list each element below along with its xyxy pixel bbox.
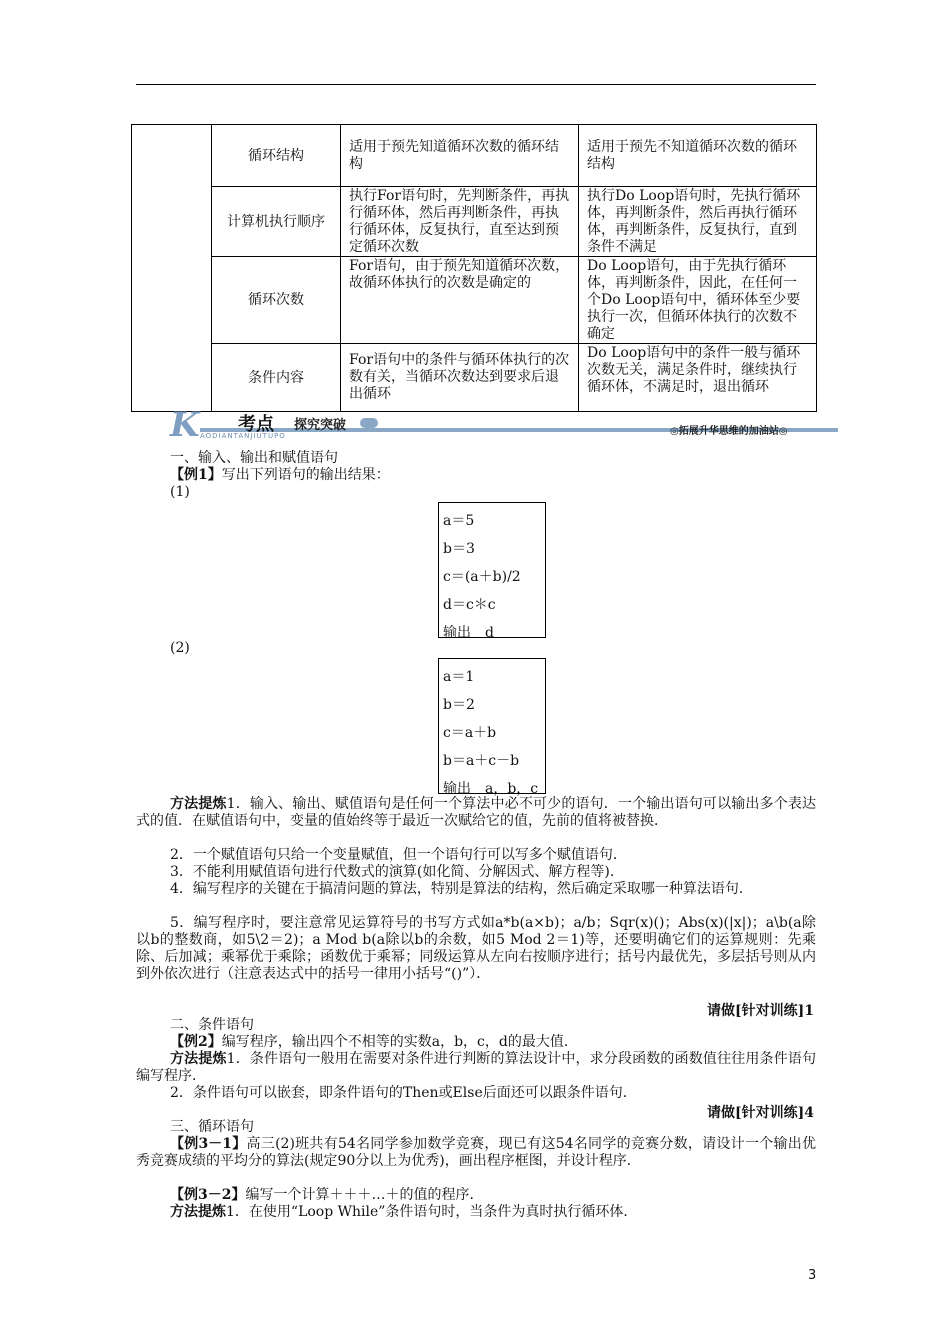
code-line: c＝(a＋b)/2	[443, 569, 521, 585]
table-row-head: 计算机执行顺序	[212, 187, 341, 257]
code-line: a＝1	[443, 669, 475, 685]
banner-slogan: ◎拓展升华思维的加油站◎	[670, 426, 788, 437]
table-cell: 适用于预先不知道循环次数的循环结构	[579, 125, 817, 187]
table-cell: Do Loop语句，由于先执行循环体，再判断条件，因此，在任何一个Do Loop语句中，循环体至少要执行一次，但循环体执行的次数不确定	[579, 257, 817, 344]
method-paragraph: 3．不能利用赋值语句进行代数式的演算(如化简、分解因式、解方程等)．	[170, 864, 624, 880]
code-line: a＝5	[443, 513, 475, 529]
table-row	[132, 344, 817, 412]
code-line: 输出 d	[443, 625, 494, 641]
table-row-head: 循环结构	[212, 125, 341, 187]
example-label: 【例2】	[170, 1034, 222, 1050]
method-label: 方法提炼	[170, 1051, 227, 1067]
table-cell: 执行Do Loop语句时，先执行循环体，再判断条件，然后再执行循环体，再判断条件，反复执行，直到条件不满足	[579, 187, 817, 257]
example-line	[170, 467, 390, 484]
example-label: 【例3－2】	[170, 1187, 246, 1203]
section-heading: 一、输入、输出和赋值语句	[170, 450, 338, 466]
method-paragraph: 5．编写程序时，要注意常见运算符号的书写方式如a*b(a×b)；a/b；Sqr(x)()；Abs(x)(|x|)；a\b(a除以b的整数商，如5\2＝2)；a Mod b(a除以b的余数，如5 Mod 2＝1)等，还要明确它们的运算规则：先乘除、后加减；乘幂优于乘除；函数优于乘幂；同级运算从左向右按顺序进行；括号内最优先，多层括号则从内到外依次进行（注意表达式中的括号一律用小括号“()”）．	[136, 915, 816, 982]
practice-reference: 请做[针对训练]4	[707, 1105, 814, 1121]
method-paragraph	[136, 796, 816, 830]
code-line: b＝2	[443, 697, 475, 713]
method-line	[170, 1204, 637, 1221]
method-text: 1．条件语句一般用在需要对条件进行判断的算法设计中，求分段函数的函数值往往用条件语句编写程序．	[136, 1051, 817, 1084]
method-paragraph: 2．一个赋值语句只给一个变量赋值，但一个语句行可以写多个赋值语句．	[170, 847, 627, 863]
table-cell: For语句中的条件与循环体执行的次数有关，当循环次数达到要求后退出循环	[341, 344, 579, 412]
example-label: 【例3－1】	[170, 1136, 247, 1152]
example-line	[170, 1034, 578, 1051]
comparison-table	[131, 124, 817, 412]
banner-k-logo: K	[170, 405, 200, 445]
code-line: b＝3	[443, 541, 475, 557]
header-rule	[136, 84, 816, 85]
table-blank-cell	[132, 125, 212, 412]
banner-pin-icon	[360, 418, 378, 428]
sub-label: (1)	[170, 484, 190, 500]
example-text: 写出下列语句的输出结果：	[221, 467, 390, 483]
table-cell: For语句，由于预先知道循环次数，故循环体执行的次数是确定的	[341, 257, 579, 344]
section-banner	[170, 405, 838, 445]
table-row-head: 条件内容	[212, 344, 341, 412]
table-row	[132, 257, 817, 344]
practice-reference: 请做[针对训练]1	[707, 1003, 814, 1019]
table-cell: Do Loop语句中的条件一般与循环次数无关，满足条件时，继续执行循环体，不满足时，退出循环	[579, 344, 817, 412]
code-box-2	[438, 658, 546, 797]
section-heading: 三、循环语句	[170, 1119, 254, 1135]
table-row-head: 循环次数	[212, 257, 341, 344]
banner-pinyin: AODIANTANJIUTUPO	[200, 432, 286, 440]
method-label: 方法提炼	[170, 1204, 226, 1220]
method-paragraph	[136, 1051, 816, 1085]
page-number: 3	[808, 1268, 817, 1283]
table-row	[132, 187, 817, 257]
table-cell: 适用于预先知道循环次数的循环结构	[341, 125, 579, 187]
example-text: 编写一个计算＋＋＋…＋的值的程序．	[245, 1187, 484, 1203]
table-cell: 执行For语句时，先判断条件，再执行循环体，然后再判断条件，再执行循环体，反复执行，直至达到预定循环次数	[341, 187, 579, 257]
method-text: 1．在使用“Loop While”条件语句时，当条件为真时执行循环体．	[226, 1204, 638, 1220]
code-box-1	[438, 502, 546, 641]
method-label: 方法提炼	[170, 796, 227, 812]
example-paragraph	[136, 1136, 816, 1170]
sub-label: (2)	[170, 640, 190, 656]
example-text: 高三(2)班共有54名同学参加数学竞赛，现已有这54名同学的竞赛分数，请设计一个输出优秀竞赛成绩的平均分的算法(规定90分以上为优秀)，画出程序框图，并设计程序．	[136, 1136, 816, 1169]
banner-subtitle: 探究突破	[294, 418, 347, 433]
method-paragraph: 2．条件语句可以嵌套，即条件语句的Then或Else后面还可以跟条件语句．	[170, 1085, 637, 1101]
example-line	[170, 1187, 483, 1204]
code-line: b＝a＋c－b	[443, 753, 520, 769]
code-line: 输出 a，b，c	[443, 781, 539, 797]
method-text: 1．输入、输出、赋值语句是任何一个算法中必不可少的语句．一个输出语句可以输出多个表达式的值．在赋值语句中，变量的值始终等于最近一次赋给它的值，先前的值将被替换．	[136, 796, 817, 829]
banner-title: 考点	[238, 414, 274, 435]
code-line: c＝a＋b	[443, 725, 497, 741]
section-heading: 二、条件语句	[170, 1017, 254, 1033]
example-label: 【例1】	[170, 467, 222, 483]
code-line: d＝c＊c	[443, 597, 496, 613]
example-text: 编写程序，输出四个不相等的实数a，b，c，d的最大值．	[221, 1034, 578, 1050]
table-row	[132, 125, 817, 187]
method-paragraph: 4．编写程序的关键在于搞清问题的算法，特别是算法的结构，然后确定采取哪一种算法语句．	[170, 881, 753, 897]
